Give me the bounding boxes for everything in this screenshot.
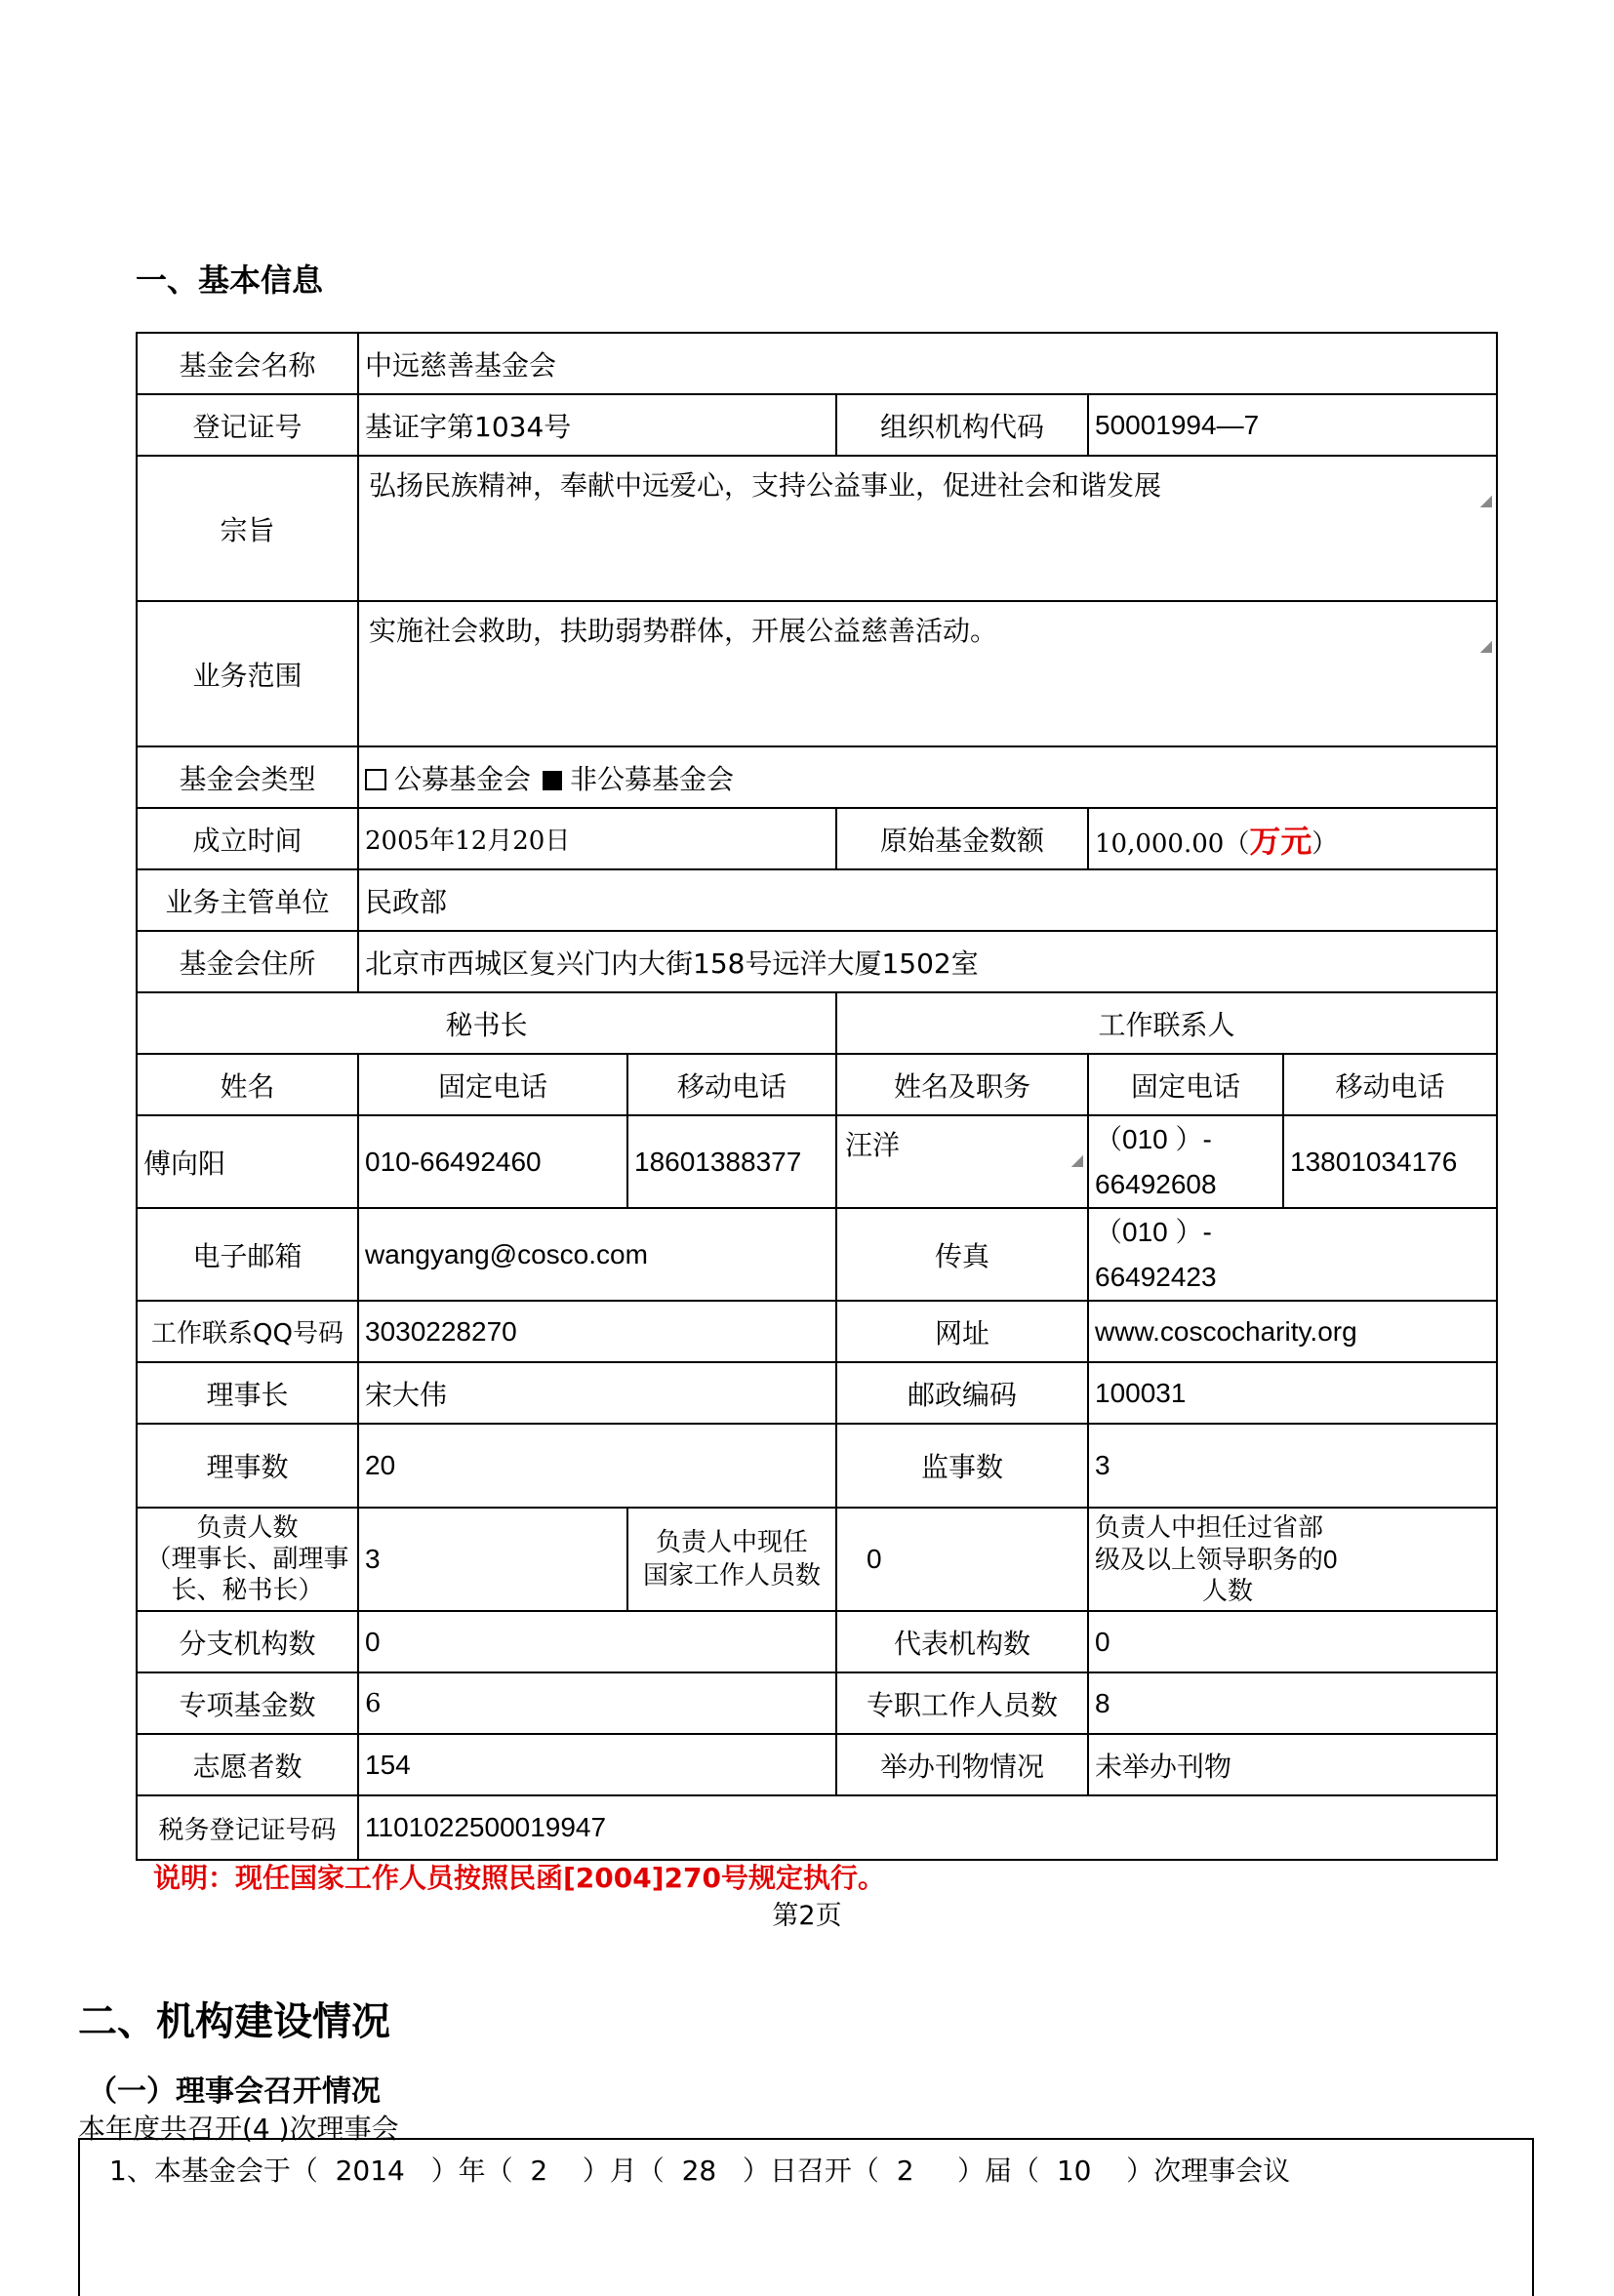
contact-name-textarea[interactable] xyxy=(836,1115,1088,1208)
nonpublic-label: 非公募基金会 xyxy=(570,762,735,795)
directors-label: 理事数 xyxy=(137,1424,358,1508)
name-label: 基金会名称 xyxy=(137,333,358,394)
rep-field[interactable]: 0 xyxy=(1088,1611,1497,1672)
section2-subtitle: （一）理事会召开情况 xyxy=(88,2074,381,2109)
note-text: 说明：现任国家工作人员按照民函[2004]270号规定执行。 xyxy=(153,1862,885,1894)
leader-count-label-line1: 负责人数 xyxy=(196,1513,299,1543)
supervisors-field[interactable]: 3 xyxy=(1088,1424,1497,1508)
contact-phone-area: （010 ）- xyxy=(1095,1123,1212,1154)
leader-count-label xyxy=(137,1508,358,1611)
prov-label-line3: 人数 xyxy=(1202,1576,1254,1606)
prov-label-line2: 级及以上领导职务的 xyxy=(1095,1545,1324,1575)
meeting-line[interactable]: 1、本基金会于（ 2014 ）年（ 2 ）月（ 28 ）日召开（ 2 ）届（ 10 ）次理事会议 xyxy=(109,2155,1291,2187)
contact-name-text: 汪洋 xyxy=(845,1129,901,1161)
web-field[interactable]: www.coscocharity.org xyxy=(1088,1301,1497,1362)
fax-area: （010 ）- xyxy=(1095,1216,1212,1247)
contact-phone-number: 66492608 xyxy=(1095,1168,1217,1199)
pub-label: 举办刊物情况 xyxy=(836,1734,1088,1795)
col-phone: 固定电话 xyxy=(358,1054,627,1115)
fund-value: 10,000.00（ xyxy=(1095,828,1250,859)
fund-field[interactable] xyxy=(1088,808,1497,869)
qq-field[interactable]: 3030228270 xyxy=(358,1301,836,1362)
gov-field[interactable]: 0 xyxy=(836,1508,1088,1611)
resize-grip-icon[interactable]: ◢ xyxy=(1479,491,1493,509)
scope-textarea[interactable] xyxy=(358,601,1497,746)
page-number: 第2页 xyxy=(772,1901,842,1931)
nonpublic-checkbox[interactable] xyxy=(543,771,562,790)
staff-label: 专职工作人员数 xyxy=(836,1672,1088,1734)
sec-mobile-field[interactable]: 18601388377 xyxy=(627,1115,836,1208)
supervisors-label: 监事数 xyxy=(836,1424,1088,1508)
section1-title: 一、基本信息 xyxy=(136,262,324,299)
gov-label-line2: 国家工作人员数 xyxy=(642,1561,821,1591)
post-label: 邮政编码 xyxy=(836,1362,1088,1424)
branch-field[interactable]: 0 xyxy=(358,1611,836,1672)
col-name-title: 姓名及职务 xyxy=(836,1054,1088,1115)
contact-phone-field[interactable] xyxy=(1088,1115,1283,1208)
directors-field[interactable]: 20 xyxy=(358,1424,836,1508)
supervisor-field[interactable]: 民政部 xyxy=(358,869,1497,931)
public-checkbox[interactable] xyxy=(365,769,386,790)
address-label: 基金会住所 xyxy=(137,931,358,992)
public-label: 公募基金会 xyxy=(394,762,532,795)
leader-count-field[interactable]: 3 xyxy=(358,1508,627,1611)
email-label: 电子邮箱 xyxy=(137,1208,358,1301)
meeting-box xyxy=(78,2138,1534,2296)
tax-label: 税务登记证号码 xyxy=(137,1795,358,1860)
section2-title: 二、机构建设情况 xyxy=(78,1999,390,2044)
resize-grip-icon[interactable]: ◢ xyxy=(1479,636,1493,655)
prov-label-line1: 负责人中担任过省部 xyxy=(1095,1512,1324,1543)
purpose-label: 宗旨 xyxy=(137,456,358,601)
staff-field[interactable]: 8 xyxy=(1088,1672,1497,1734)
sec-name-field[interactable]: 傅向阳 xyxy=(137,1115,358,1208)
vol-field[interactable]: 154 xyxy=(358,1734,836,1795)
supervisor-label: 业务主管单位 xyxy=(137,869,358,931)
chairman-label: 理事长 xyxy=(137,1362,358,1424)
name-field[interactable]: 中远慈善基金会 xyxy=(358,333,1497,394)
col-mobile2: 移动电话 xyxy=(1283,1054,1497,1115)
scope-text: 实施社会救助，扶助弱势群体，开展公益慈善活动。 xyxy=(369,615,998,647)
org-code-label: 组织机构代码 xyxy=(836,394,1088,456)
qq-label: 工作联系QQ号码 xyxy=(137,1301,358,1362)
fund-close: ） xyxy=(1311,828,1338,859)
special-field[interactable]: 6 xyxy=(358,1672,836,1734)
prov-cell xyxy=(1088,1508,1497,1611)
leader-count-label-line2: （理事长、副理事 xyxy=(145,1545,349,1574)
address-field[interactable]: 北京市西城区复兴门内大街158号远洋大厦1502室 xyxy=(358,931,1497,992)
fund-unit: 万元 xyxy=(1249,822,1312,860)
founded-label: 成立时间 xyxy=(137,808,358,869)
chairman-field[interactable]: 宋大伟 xyxy=(358,1362,836,1424)
purpose-text: 弘扬民族精神，奉献中远爱心，支持公益事业，促进社会和谐发展 xyxy=(369,469,1162,502)
gov-label-line1: 负责人中现任 xyxy=(655,1528,808,1557)
prov-field[interactable]: 0 xyxy=(1323,1544,1338,1574)
col-phone2: 固定电话 xyxy=(1088,1054,1283,1115)
col-name: 姓名 xyxy=(137,1054,358,1115)
meeting-count-line: 本年度共召开(4 )次理事会 xyxy=(78,2113,399,2145)
fax-label: 传真 xyxy=(836,1208,1088,1301)
branch-label: 分支机构数 xyxy=(137,1611,358,1672)
leader-count-label-line3: 长、秘书长） xyxy=(171,1576,324,1605)
email-field[interactable]: wangyang@cosco.com xyxy=(358,1208,836,1301)
resize-grip-icon[interactable]: ◢ xyxy=(1070,1150,1083,1169)
gov-label xyxy=(627,1508,836,1611)
web-label: 网址 xyxy=(836,1301,1088,1362)
purpose-textarea[interactable] xyxy=(358,456,1497,601)
sec-phone-field[interactable]: 010-66492460 xyxy=(358,1115,627,1208)
fax-number: 66492423 xyxy=(1095,1261,1217,1292)
scope-label: 业务范围 xyxy=(137,601,358,746)
tax-field[interactable]: 1101022500019947 xyxy=(358,1795,1497,1860)
reg-label: 登记证号 xyxy=(137,394,358,456)
type-label: 基金会类型 xyxy=(137,746,358,808)
post-field[interactable]: 100031 xyxy=(1088,1362,1497,1424)
secretary-header: 秘书长 xyxy=(137,992,836,1054)
org-code-field[interactable]: 50001994—7 xyxy=(1088,394,1497,456)
contact-header: 工作联系人 xyxy=(836,992,1497,1054)
pub-field[interactable]: 未举办刊物 xyxy=(1088,1734,1497,1795)
fax-field[interactable] xyxy=(1088,1208,1497,1301)
rep-label: 代表机构数 xyxy=(836,1611,1088,1672)
special-label: 专项基金数 xyxy=(137,1672,358,1734)
basic-info-table xyxy=(136,332,1498,1861)
fund-label: 原始基金数额 xyxy=(836,808,1088,869)
reg-field[interactable]: 基证字第1034号 xyxy=(358,394,836,456)
contact-mobile-field[interactable]: 13801034176 xyxy=(1283,1115,1497,1208)
founded-field[interactable]: 2005年12月20日 xyxy=(358,808,836,869)
vol-label: 志愿者数 xyxy=(137,1734,358,1795)
col-mobile: 移动电话 xyxy=(627,1054,836,1115)
type-options xyxy=(358,746,1497,808)
